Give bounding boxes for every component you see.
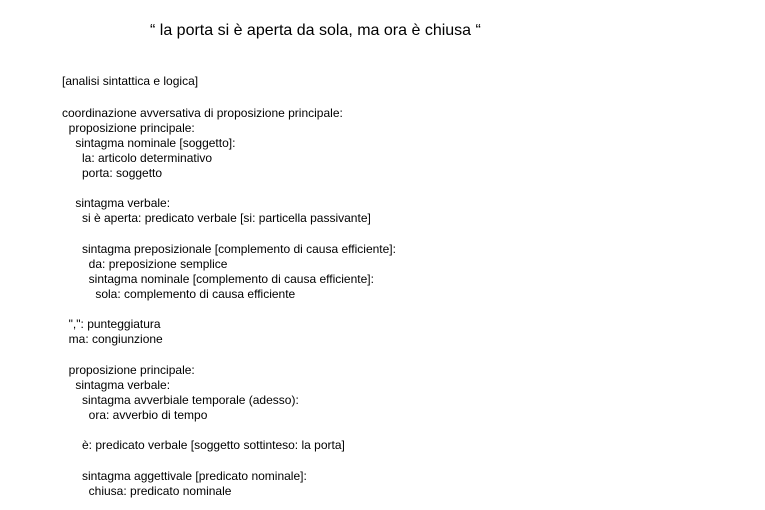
analysis-line: ora: avverbio di tempo: [62, 408, 208, 422]
analysis-line: sintagma verbale:: [62, 378, 171, 392]
analysis-line: è: predicato verbale [soggetto sottinteso: la porta]: [62, 438, 345, 452]
analysis-line: coordinazione avversativa di proposizione principale:: [62, 106, 343, 120]
analysis-line: sintagma aggettivale [predicato nominale]:: [62, 469, 307, 483]
analysis-line: si è aperta: predicato verbale [si: particella passivante]: [62, 211, 371, 225]
analysis-line: ",": punteggiatura: [62, 317, 161, 331]
analysis-heading: [analisi sintattica e logica]: [62, 74, 199, 88]
analysis-line: proposizione principale:: [62, 121, 195, 135]
analysis-line: sintagma nominale [soggetto]:: [62, 136, 236, 150]
analysis-line: sintagma verbale:: [62, 196, 171, 210]
analysis-line: da: preposizione semplice: [62, 257, 228, 271]
analysis-line: ma: congiunzione: [62, 332, 163, 346]
analysis-line: la: articolo determinativo: [62, 151, 213, 165]
analysis-line: sintagma nominale [complemento di causa efficiente]:: [62, 272, 374, 286]
analysis-line: sola: complemento di causa efficiente: [62, 287, 296, 301]
analysis-line: sintagma avverbiale temporale (adesso):: [62, 393, 299, 407]
analysis-line: sintagma preposizionale [complemento di causa efficiente]:: [62, 242, 396, 256]
sentence-title: “ la porta si è aperta da sola, ma ora è chiusa “: [150, 22, 481, 39]
analysis-line: porta: soggetto: [62, 166, 163, 180]
analysis-line: chiusa: predicato nominale: [62, 484, 232, 498]
analysis-line: proposizione principale:: [62, 363, 195, 377]
